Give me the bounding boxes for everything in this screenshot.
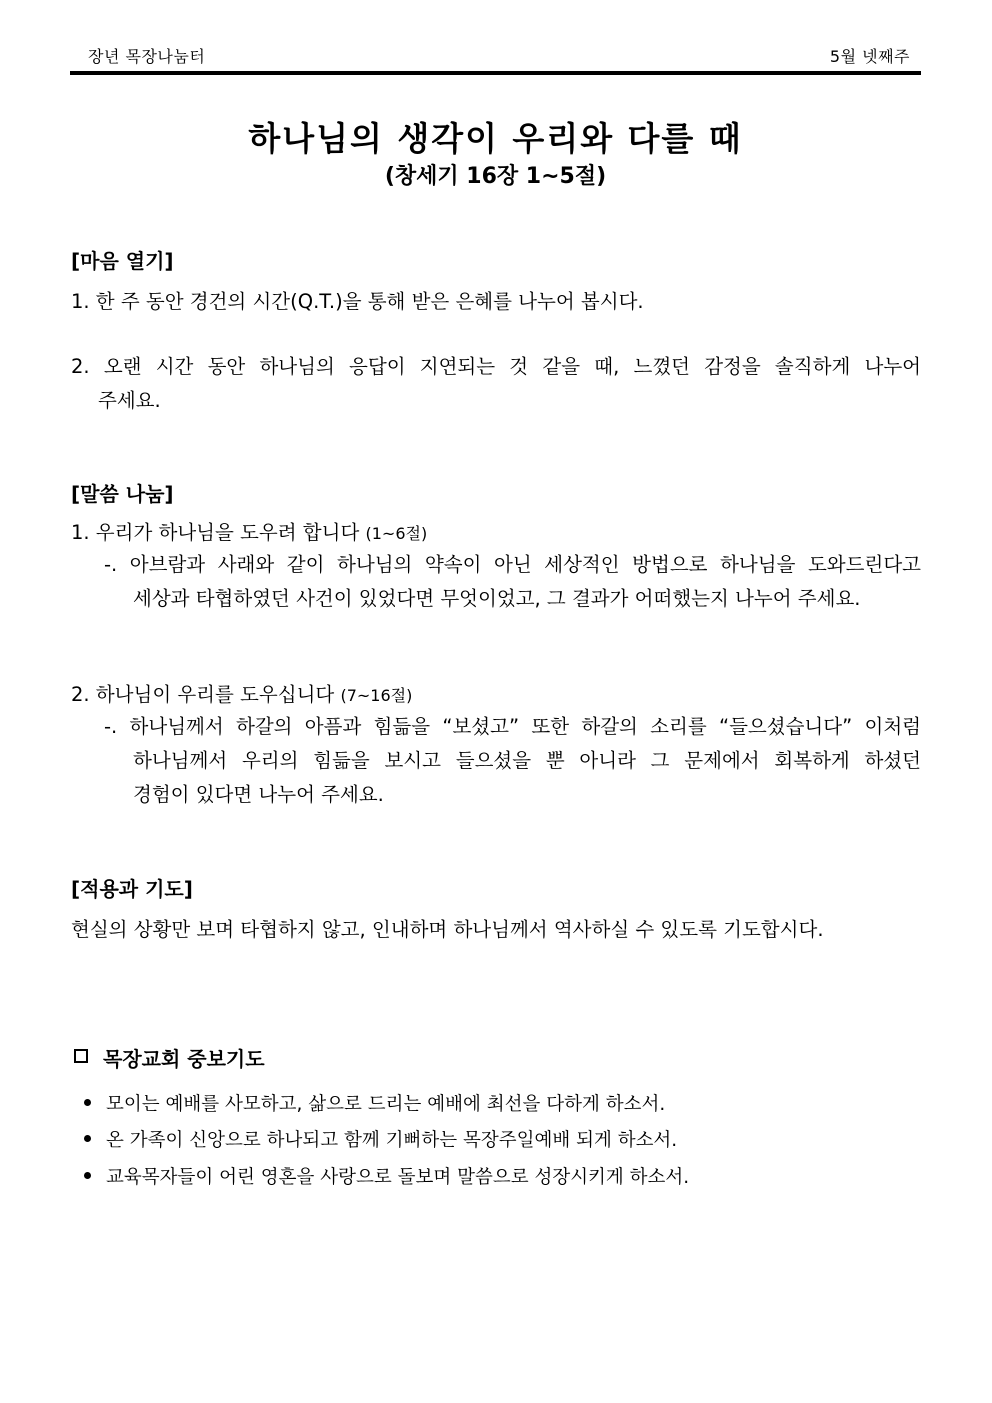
bullet-icon (84, 1135, 91, 1142)
prayer-item-1: 모이는 예배를 사모하고, 삶으로 드리는 예배에 최선을 다하게 하소서. (106, 1094, 666, 1115)
page-title: 하나님의 생각이 우리와 다를 때 (248, 119, 743, 158)
word-point-1-title (71, 517, 427, 545)
checkbox-icon (74, 1049, 88, 1063)
opening-question-1: 1. 한 주 동안 경건의 시간(Q.T.)을 통해 받은 은혜를 나누어 봅시다. (71, 290, 644, 313)
bullet-icon (84, 1172, 91, 1179)
prayer-item-2: 온 가족이 신앙으로 하나되고 함께 기뻐하는 목장주일예배 되게 하소서. (106, 1130, 678, 1151)
word-point-2-verse-ref: (7~16절) (340, 686, 413, 705)
word-point-1-question-line-1: -. 아브람과 사래와 같이 하나님의 약속이 아닌 세상적인 방법으로 하나님을 도와드린다고 (104, 553, 921, 576)
prayer-item-3: 교육목자들이 어린 영혼을 사랑으로 돌보며 말씀으로 성장시키게 하소서. (106, 1167, 690, 1188)
header-week: 5월 넷째주 (829, 47, 910, 66)
header-divider (70, 71, 921, 75)
header-group-name: 장년 목장나눔터 (88, 47, 206, 66)
word-point-2-title-text: 2. 하나님이 우리를 도우십니다 (71, 683, 335, 706)
application-text: 현실의 상황만 보며 타협하지 않고, 인내하며 하나님께서 역사하실 수 있도록 기도합시다. (71, 918, 824, 941)
word-point-2-question-line-1: -. 하나님께서 하갈의 아픔과 힘듦을 “보셨고” 또한 하갈의 소리를 “들으셨습니다” 이처럼 (104, 715, 921, 738)
prayer-heading: 목장교회 중보기도 (103, 1047, 265, 1071)
section-heading-application: [적용과 기도] (71, 877, 193, 901)
word-point-2-title (71, 679, 412, 707)
bullet-icon (84, 1099, 91, 1106)
opening-question-2-line-2: 주세요. (98, 389, 161, 412)
section-heading-opening: [마음 열기] (71, 249, 174, 273)
word-point-1-title-text: 1. 우리가 하나님을 도우려 합니다 (71, 521, 360, 544)
word-point-1-verse-ref: (1~6절) (365, 524, 428, 543)
section-heading-word: [말씀 나눔] (71, 482, 174, 506)
word-point-2-question-line-3: 경험이 있다면 나누어 주세요. (133, 783, 384, 806)
word-point-1-question-line-2: 세상과 타협하였던 사건이 있었다면 무엇이었고, 그 결과가 어떠했는지 나누어 주세요. (133, 587, 861, 610)
opening-question-2-line-1: 2. 오랜 시간 동안 하나님의 응답이 지연되는 것 같을 때, 느꼈던 감정을 솔직하게 나누어 (71, 355, 921, 378)
word-point-2-question-line-2: 하나님께서 우리의 힘듦을 보시고 들으셨을 뿐 아니라 그 문제에서 회복하게 하셨던 (133, 749, 921, 772)
scripture-reference: (창세기 16장 1~5절) (384, 164, 607, 189)
